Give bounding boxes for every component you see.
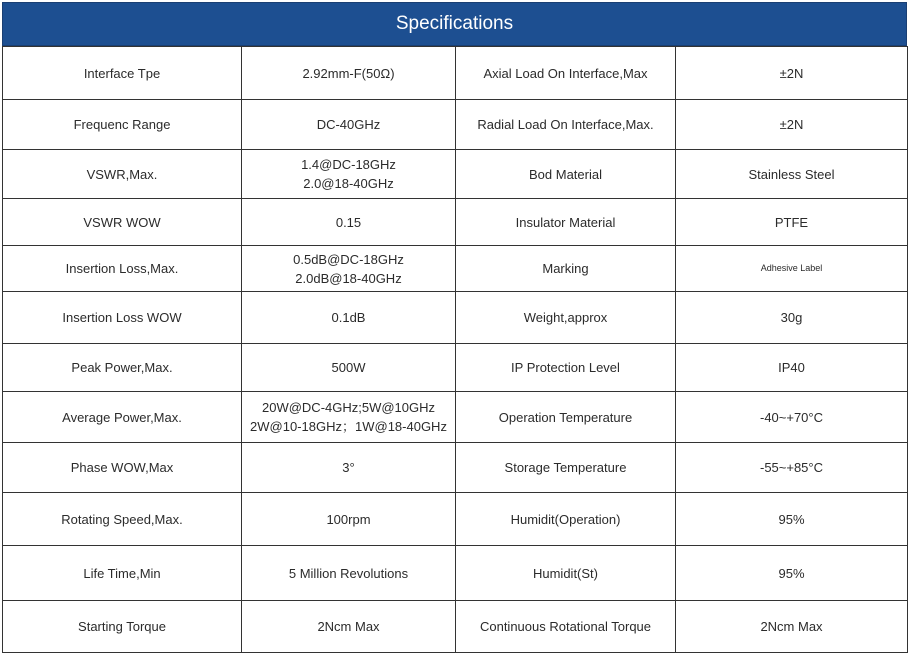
spec-label-left: Insertion Loss WOW [3, 292, 242, 344]
spec-label-left: VSWR,Max. [3, 150, 242, 199]
spec-row [3, 100, 908, 150]
spec-value-line: 2.0@18-40GHz [303, 176, 394, 191]
spec-value-left [242, 493, 456, 546]
spec-label-left: Frequenc Range [3, 100, 242, 150]
spec-title: Specifications [2, 2, 907, 46]
spec-value-right: -40~+70°C [676, 392, 908, 443]
spec-value-right: 30g [676, 292, 908, 344]
spec-value-line: 2.92mm-F(50Ω) [302, 65, 395, 81]
spec-label-right: Operation Temperature [456, 392, 676, 443]
spec-value-left [242, 344, 456, 392]
spec-value-line: 2.0dB@18-40GHz [295, 270, 402, 286]
spec-row [3, 493, 908, 546]
spec-label-right: Radial Load On Interface,Max. [456, 100, 676, 150]
spec-row [3, 246, 908, 292]
spec-value-line: 5 Million Revolutions [288, 565, 409, 581]
spec-value-right: -55~+85°C [676, 443, 908, 493]
spec-value-right: 95% [676, 493, 908, 546]
spec-label-right: Insulator Material [456, 199, 676, 246]
spec-label-left: Average Power,Max. [3, 392, 242, 443]
spec-label-right: Axial Load On Interface,Max [456, 47, 676, 100]
spec-value-right: ±2N [676, 100, 908, 150]
spec-value-line: 2W@10-18GHz；1W@18-40GHz [250, 419, 447, 434]
spec-label-right: Weight,approx [456, 292, 676, 344]
spec-value-right: Adhesive Label [676, 246, 908, 292]
spec-row [3, 546, 908, 601]
spec-label-right: Bod Material [456, 150, 676, 199]
spec-row [3, 344, 908, 392]
spec-label-left: Phase WOW,Max [3, 443, 242, 493]
spec-value-left [242, 443, 456, 493]
spec-value-left [242, 47, 456, 100]
spec-label-left: Insertion Loss,Max. [3, 246, 242, 292]
spec-row [3, 199, 908, 246]
spec-label-right: Marking [456, 246, 676, 292]
spec-row [3, 443, 908, 493]
spec-label-right: IP Protection Level [456, 344, 676, 392]
spec-value-left [242, 199, 456, 246]
spec-value-right: Stainless Steel [676, 150, 908, 199]
spec-label-left: Life Time,Min [3, 546, 242, 601]
spec-row [3, 150, 908, 199]
spec-value-left [242, 292, 456, 344]
spec-value-right: PTFE [676, 199, 908, 246]
spec-value-right: 95% [676, 546, 908, 601]
spec-row [3, 392, 908, 443]
spec-label-left: Rotating Speed,Max. [3, 493, 242, 546]
spec-sheet [2, 2, 907, 653]
spec-label-left: Starting Torque [3, 601, 242, 653]
spec-row [3, 601, 908, 653]
spec-value-line: 20W@DC-4GHz;5W@10GHz [261, 400, 436, 415]
spec-value-line: 100rpm [326, 511, 371, 527]
spec-value-line: 3° [342, 460, 355, 475]
spec-label-left: VSWR WOW [3, 199, 242, 246]
spec-value-left [242, 392, 456, 443]
spec-value-left [242, 150, 456, 199]
spec-value-line: 0.5dB@DC-18GHz [293, 251, 404, 267]
spec-value-line: 0.15 [335, 214, 362, 230]
spec-table [2, 46, 908, 653]
spec-value-left [242, 246, 456, 292]
spec-label-right: Humidit(Operation) [456, 493, 676, 546]
spec-value-line: 500W [331, 360, 366, 375]
spec-label-right: Humidit(St) [456, 546, 676, 601]
spec-label-right: Continuous Rotational Torque [456, 601, 676, 653]
spec-value-left [242, 601, 456, 653]
spec-value-right: IP40 [676, 344, 908, 392]
spec-row [3, 292, 908, 344]
spec-value-line: DC-40GHz [316, 117, 381, 132]
spec-value-right: ±2N [676, 47, 908, 100]
spec-label-left: Interface Tpe [3, 47, 242, 100]
spec-value-left [242, 546, 456, 601]
spec-row [3, 47, 908, 100]
spec-value-line: 2Ncm Max [317, 619, 380, 634]
spec-value-line: 0.1dB [331, 310, 366, 325]
spec-value-left [242, 100, 456, 150]
spec-label-left: Peak Power,Max. [3, 344, 242, 392]
spec-value-right: 2Ncm Max [676, 601, 908, 653]
spec-label-right: Storage Temperature [456, 443, 676, 493]
spec-value-line: 1.4@DC-18GHz [301, 157, 396, 172]
